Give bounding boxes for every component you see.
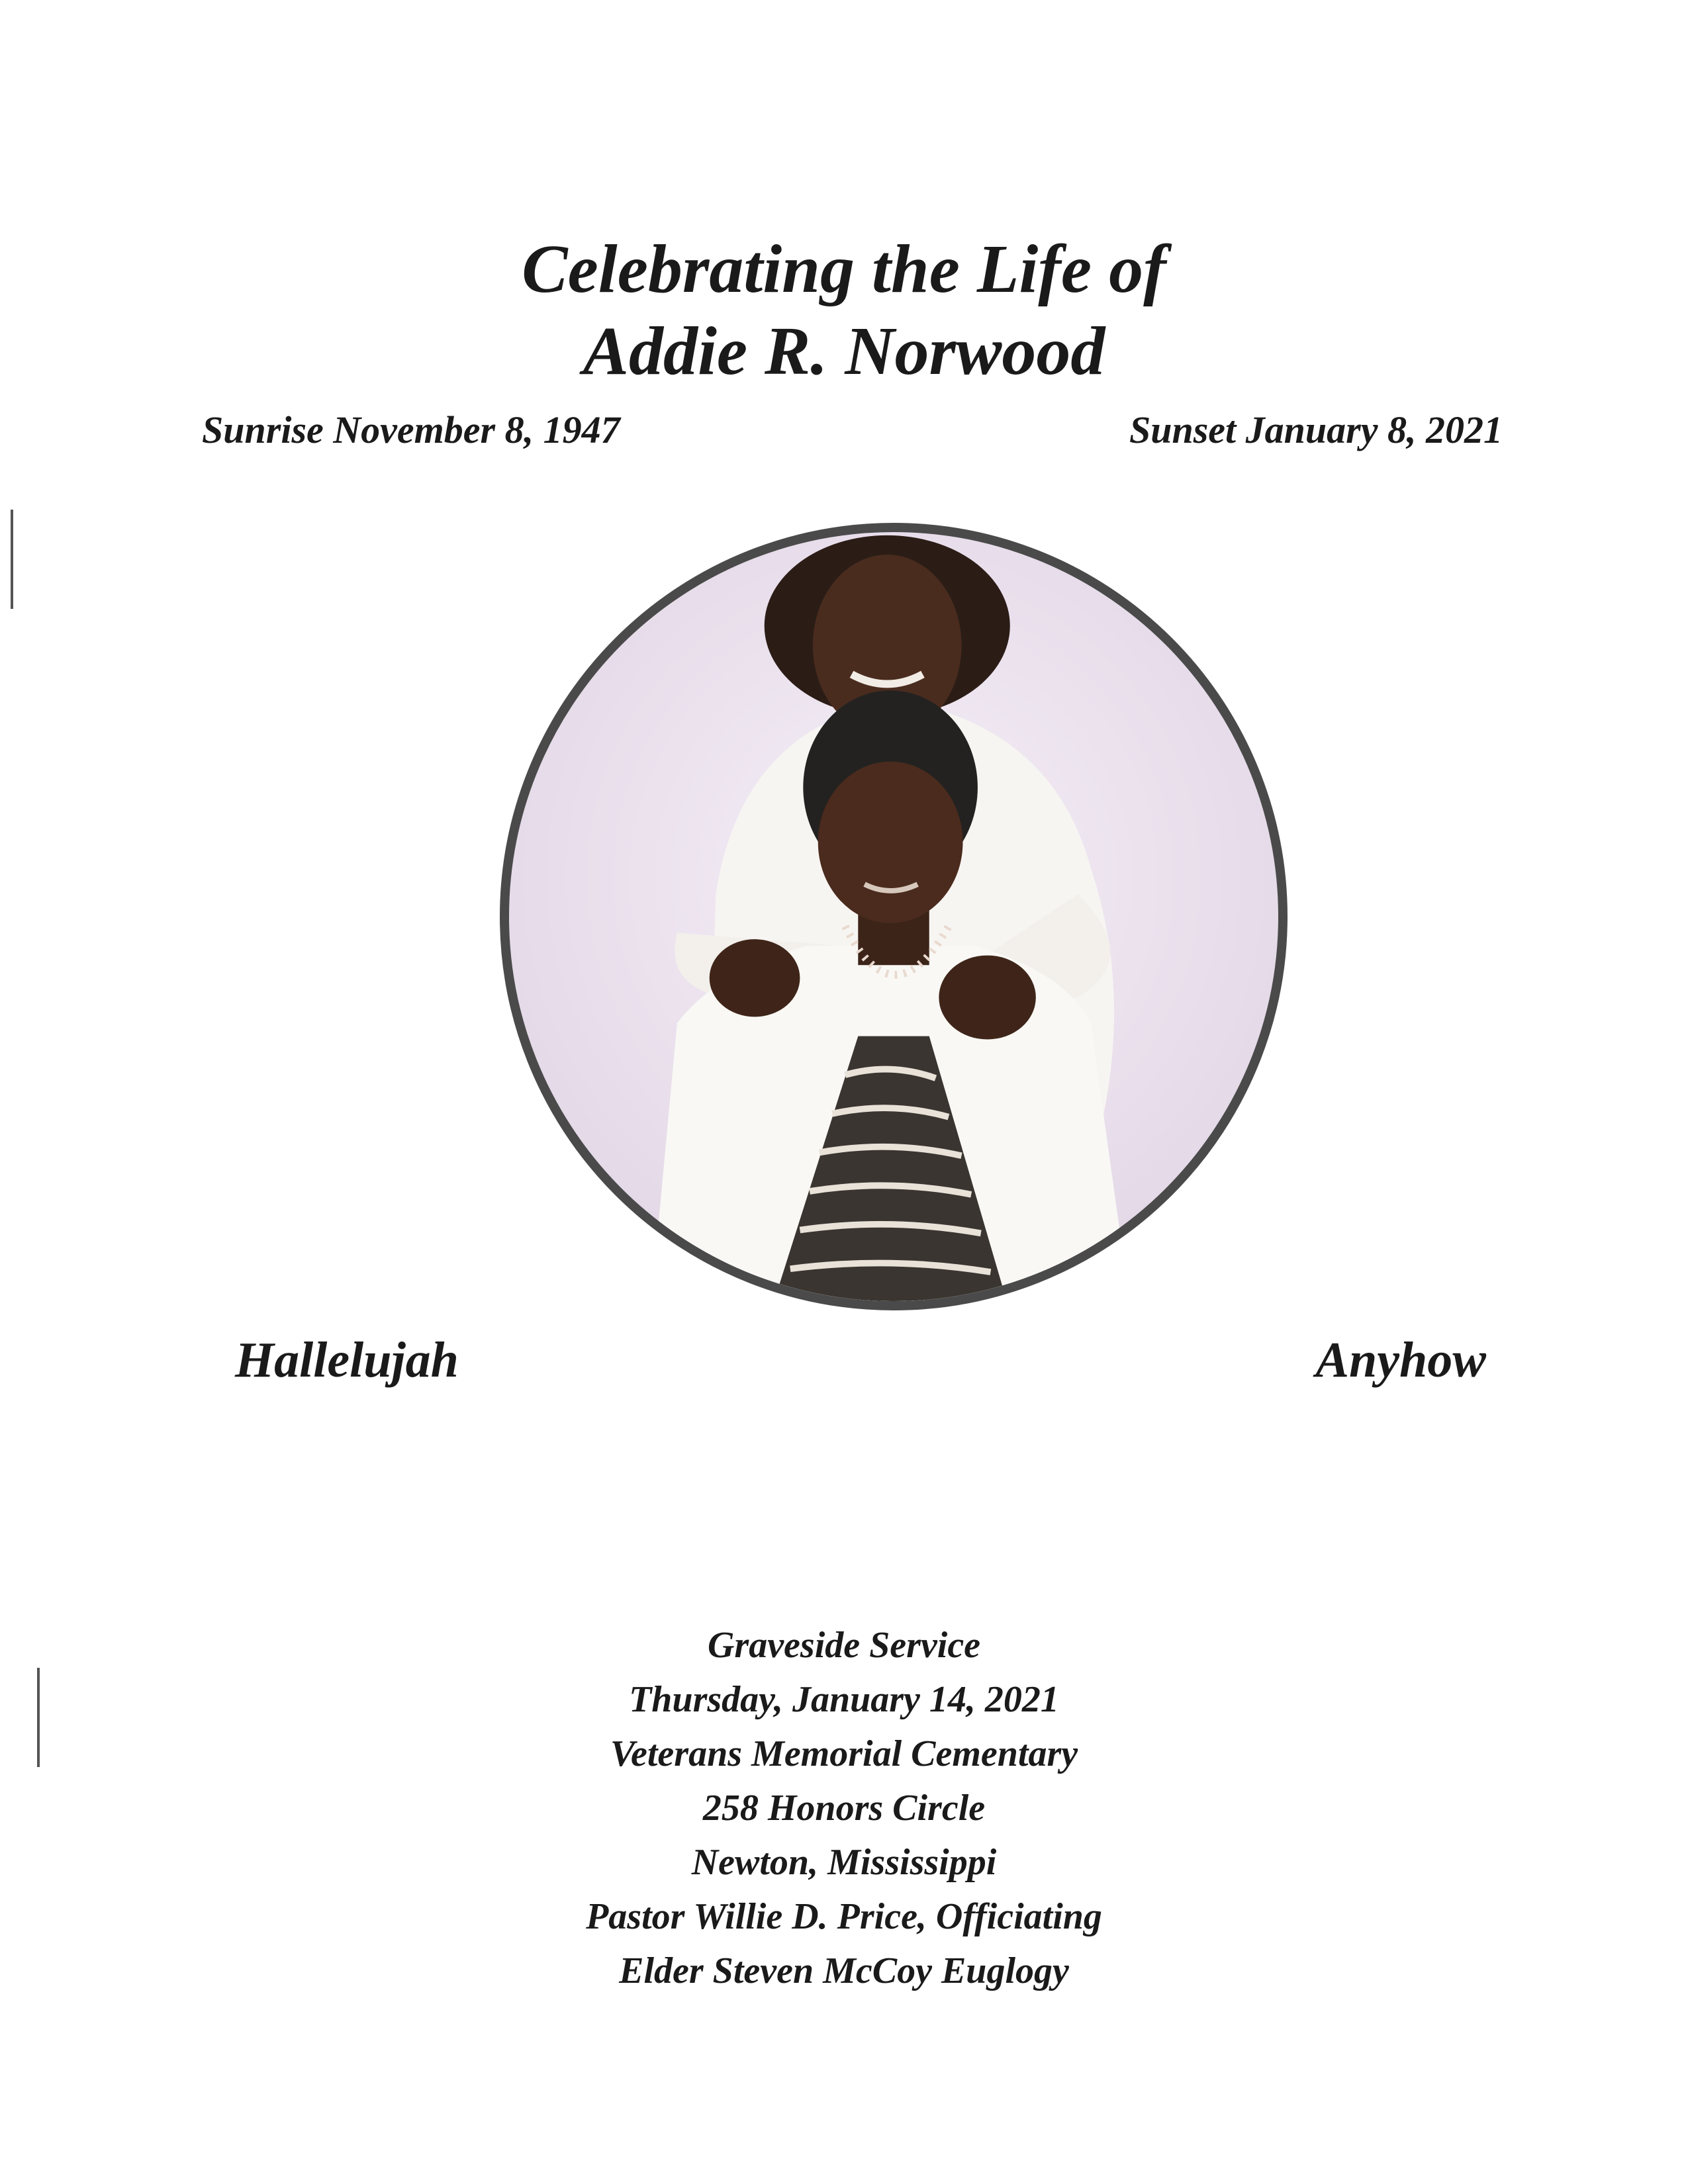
left-hand bbox=[710, 939, 800, 1017]
right-hand bbox=[939, 956, 1035, 1040]
service-date: Thursday, January 14, 2021 bbox=[629, 1679, 1059, 1720]
title-line-1: Celebrating the Life of bbox=[522, 231, 1166, 307]
service-venue: Veterans Memorial Cementary bbox=[610, 1733, 1078, 1774]
sunset-date: Sunset January 8, 2021 bbox=[1129, 408, 1503, 451]
binder-mark-top bbox=[11, 510, 13, 609]
service-eulogy: Elder Steven McCoy Euglogy bbox=[619, 1950, 1069, 1991]
motto-right: Anyhow bbox=[1315, 1332, 1486, 1388]
sunrise-date: Sunrise November 8, 1947 bbox=[202, 408, 620, 451]
service-type: Graveside Service bbox=[707, 1625, 981, 1666]
title-line-2: Addie R. Norwood bbox=[583, 313, 1105, 389]
service-address: 258 Honors Circle bbox=[702, 1788, 986, 1829]
portrait-photo bbox=[500, 523, 1288, 1310]
service-details bbox=[0, 1618, 1688, 1998]
service-officiant: Pastor Willie D. Price, Officiating bbox=[586, 1896, 1102, 1937]
motto-left: Hallelujah bbox=[235, 1332, 459, 1388]
page-title bbox=[0, 228, 1688, 392]
service-city: Newton, Mississippi bbox=[691, 1842, 997, 1883]
portrait-illustration bbox=[509, 532, 1278, 1301]
dates-row bbox=[202, 407, 1503, 460]
front-person-face bbox=[818, 762, 963, 923]
